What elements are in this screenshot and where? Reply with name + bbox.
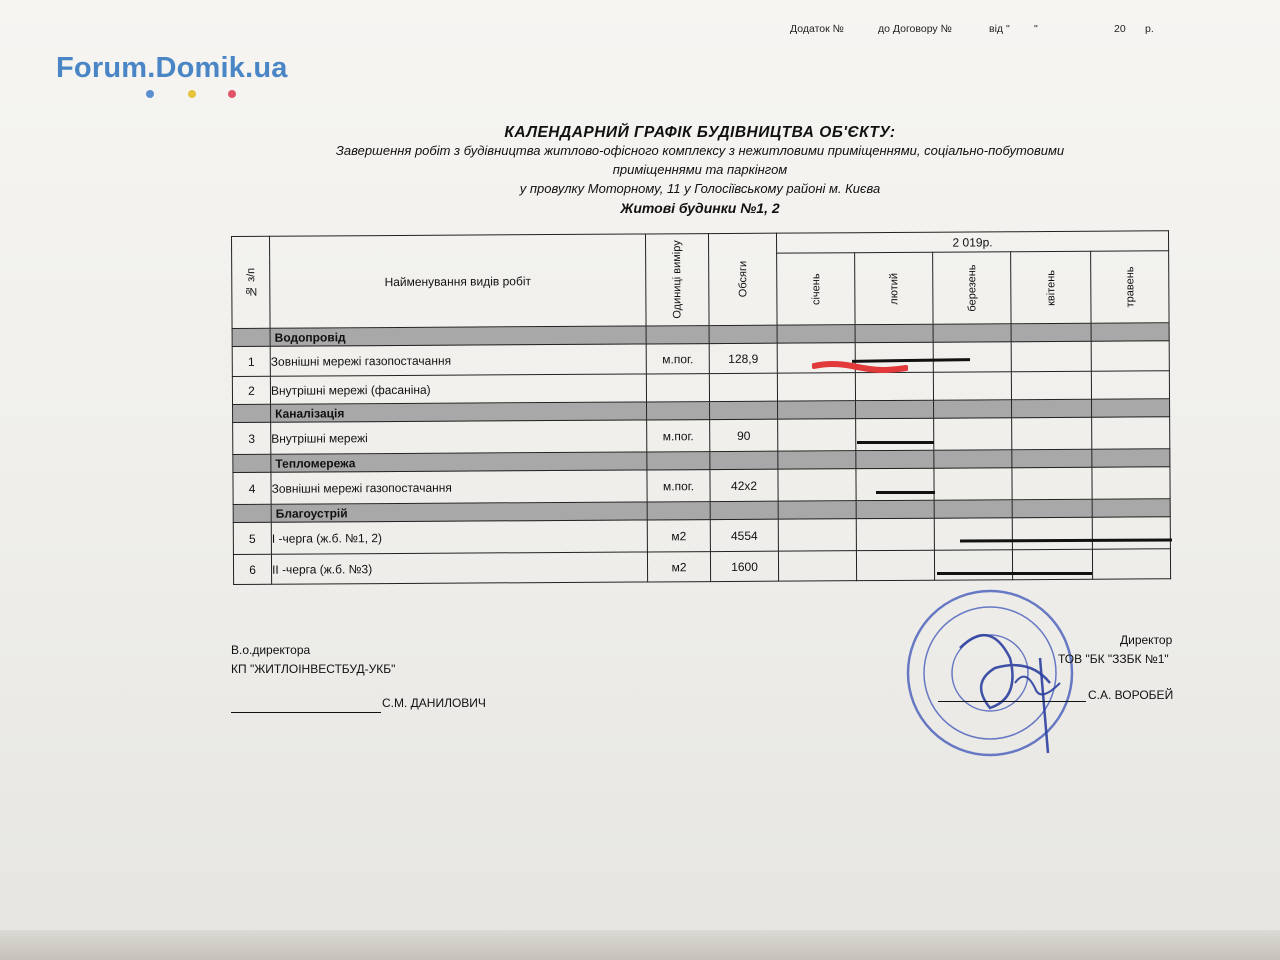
header-unit: Одиниці виміру <box>645 234 709 326</box>
logo-dot-blue <box>146 90 154 98</box>
table-row: 3 Внутрішні мережі м.пог. 90 <box>233 417 1170 455</box>
section-name: Тепломережа <box>271 452 647 472</box>
right-signer-title: Директор <box>1120 633 1173 647</box>
left-signer-org: КП "ЖИТЛОІНВЕСТБУД-УКБ" <box>231 662 396 676</box>
header-name: Найменування видів робіт <box>270 234 647 328</box>
month-mar: березень <box>933 252 1011 324</box>
table-row: 1 Зовнішні мережі газопостачання м.пог. 128,9 <box>232 341 1169 377</box>
header-from: від " <box>989 23 1010 35</box>
month-feb: лютий <box>855 252 933 324</box>
section-name: Водопровід <box>270 326 646 346</box>
right-signature-line <box>938 689 1086 702</box>
document-title: КАЛЕНДАРНИЙ ГРАФІК БУДІВНИЦТВА ОБ'ЄКТУ: <box>504 124 896 141</box>
title-line-1: Завершення робіт з будівництва житлово-офісного комплексу з нежитловими приміщеннями, соціально-побутовими <box>335 143 1065 158</box>
red-marker-scribble <box>812 360 908 374</box>
gantt-bar-row3 <box>857 441 934 444</box>
header-num: № з/п <box>232 236 271 328</box>
header-year: 20 <box>1114 23 1126 35</box>
left-signer-name: С.М. ДАНИЛОВИЧ <box>382 696 486 710</box>
month-may: травень <box>1091 251 1169 323</box>
watermark-logo: Forum.Domik.ua <box>56 52 288 84</box>
right-signer-name: С.А. ВОРОБЕЙ <box>1088 688 1174 702</box>
table-surface <box>0 930 1280 960</box>
section-name: Каналізація <box>271 402 647 422</box>
title-line-3: у провулку Моторному, 11 у Голосіївському районі м. Києва <box>519 181 881 196</box>
header-quote: " <box>1034 23 1038 35</box>
title-line-2: приміщеннями та паркінгом <box>612 162 788 177</box>
table-row: 4 Зовнішні мережі газопостачання м.пог. 42х2 <box>233 467 1170 505</box>
month-apr: квітень <box>1011 251 1091 323</box>
header-appendix: Додаток № <box>790 23 844 35</box>
left-signer-title: В.о.директора <box>231 643 311 657</box>
header-contract: до Договору № <box>878 23 952 35</box>
title-line-4: Житові будинки №1, 2 <box>620 200 780 216</box>
left-signature-line <box>231 700 381 713</box>
logo-dot-yellow <box>188 90 196 98</box>
section-name: Благоустрій <box>271 502 647 522</box>
header-year: 2 019р. <box>776 231 1168 253</box>
stamp-seal <box>900 588 1080 763</box>
gantt-bar-row4 <box>876 491 935 494</box>
table-row: 6 ІІ -черга (ж.б. №3) м2 1600 <box>233 549 1170 585</box>
right-signer-org: ТОВ "БК "ЗЗБК №1" <box>1058 652 1169 666</box>
schedule-table <box>231 230 1171 585</box>
gantt-bar-row6 <box>937 572 1092 575</box>
header-volume: Обсяги <box>708 233 777 325</box>
month-jan: січень <box>777 253 855 325</box>
table-row: 2 Внутрішні мережі (фасаніна) <box>232 371 1169 405</box>
header-year-suffix: р. <box>1145 23 1154 35</box>
table-row: 5 І -черга (ж.б. №1, 2) м2 4554 <box>233 517 1170 555</box>
logo-dot-red <box>228 90 236 98</box>
